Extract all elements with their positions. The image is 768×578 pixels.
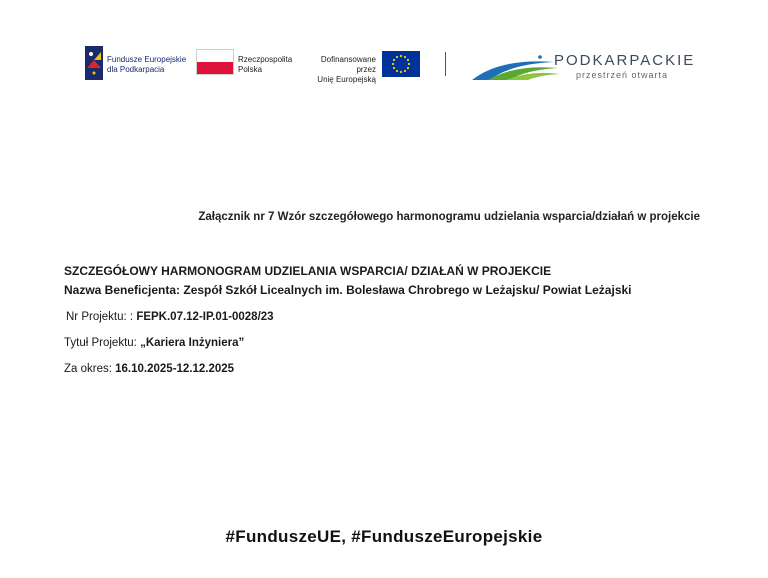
podkarpackie-logo [470,48,696,84]
project-title-value: „Kariera Inżyniera” [140,337,245,349]
project-number-value: FEPK.07.12-IP.01-0028/23 [136,311,274,323]
period-row [64,363,234,375]
period-value: 16.10.2025-12.12.2025 [115,363,235,375]
logo-divider [445,52,446,76]
beneficiary-name: Nazwa Beneficjenta: Zespół Szkół Licealnych im. Bolesława Chrobrego w Leżajsku/ Powiat Leżajski [64,283,632,297]
fe-emblem-icon [85,46,103,80]
podkarpackie-name: PODKARPACKIE [554,52,696,69]
project-title-row [64,337,244,349]
ue-logo-line1: Dofinansowane przez [320,55,376,74]
logo-bar [0,44,768,84]
fundusze-europejskie-logo [85,46,205,80]
document-title: SZCZEGÓŁOWY HARMONOGRAM UDZIELANIA WSPARCIA/ DZIAŁAŃ W PROJEKCIE [64,264,552,278]
eu-funding-logo [300,49,425,84]
eu-flag-icon [382,51,420,77]
rzeczpospolita-logo [196,49,296,79]
fe-logo-line2: dla Podkarpacia [107,65,165,74]
rp-logo-line1: Rzeczpospolita [238,55,293,64]
project-title-label: Tytuł Projektu: [64,337,141,349]
document-header [64,264,744,297]
hashtags-footer: #FunduszeUE, #FunduszeEuropejskie [225,527,543,546]
ue-logo-line2: Unię Europejską [317,75,376,84]
project-number-label: Nr Projektu: : [66,311,137,323]
podkarpackie-tagline: przestrzeń otwarta [576,70,669,80]
podkarpackie-wave-icon [470,52,562,82]
polish-flag-icon [196,49,234,75]
rp-logo-line2: Polska [238,65,263,74]
project-number-row [66,311,274,323]
fe-logo-line1: Fundusze Europejskie [107,55,187,64]
annex-heading: Załącznik nr 7 Wzór szczegółowego harmonogramu udzielania wsparcia/działań w projekcie [198,211,700,223]
period-label: Za okres: [64,363,116,375]
